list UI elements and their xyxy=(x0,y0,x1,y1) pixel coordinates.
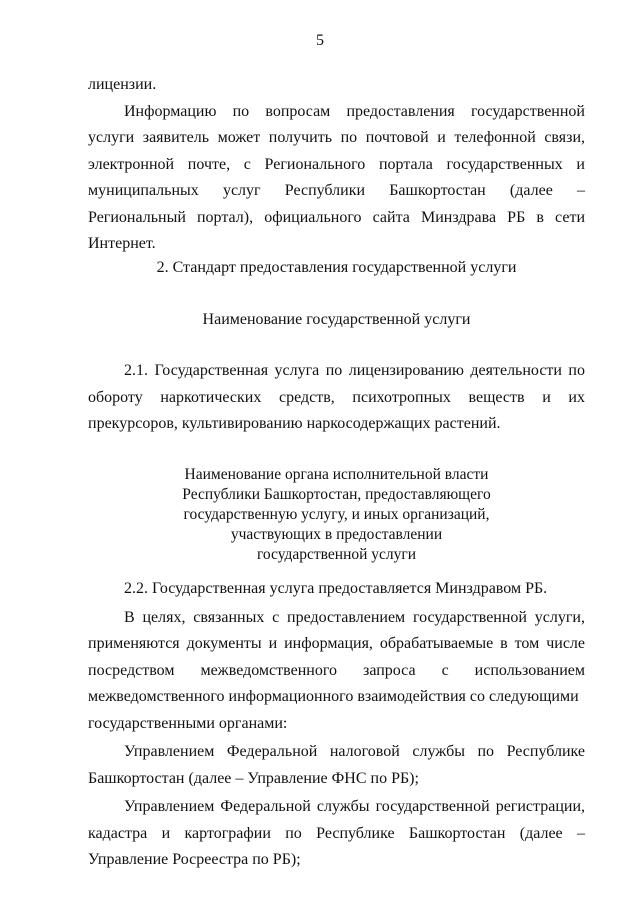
document-body xyxy=(88,72,585,258)
paragraph-rosreestr: Управлением Федеральной службы государственной регистрации, кадастра и картографии по Республике Башкортостан (далее – Управление Росреестра по РБ); xyxy=(88,798,585,868)
paragraph-interagency-end: государственными органами: xyxy=(88,714,288,732)
heading-line: Наименование органа исполнительной власти xyxy=(184,466,489,483)
paragraph-2-1: 2.1. Государственная услуга по лицензированию деятельности по обороту наркотических средств, психотропных веществ и их прекурсоров, культивированию наркосодержащих растений. xyxy=(88,362,585,432)
section-heading-block xyxy=(88,255,585,282)
section-heading: 2. Стандарт предоставления государственной услуги xyxy=(156,259,517,276)
service-description-block xyxy=(88,358,585,438)
heading-line: государственной услуги xyxy=(256,546,417,563)
page-number: 5 xyxy=(316,32,324,49)
provider-block xyxy=(88,576,585,874)
heading-line: участвующих в предоставлении xyxy=(230,526,443,543)
subheading-block xyxy=(88,307,585,334)
subheading-authority xyxy=(88,465,585,565)
paragraph-continuation: лицензии. xyxy=(88,76,157,93)
subheading-service-name: Наименование государственной услуги xyxy=(202,311,471,328)
paragraph-interagency: В целях, связанных с предоставлением государственной услуги, применяются документы и информация, обрабатываемые в том числе посредством межведомственного запроса с использованием межведомственного информационного взаимодействия со следующими xyxy=(88,608,585,705)
heading-line: государственную услугу, и иных организаций, xyxy=(183,506,490,523)
authority-heading-block xyxy=(88,465,585,565)
paragraph-info-sources: Информацию по вопросам предоставления государственной услуги заявитель может получить по почтовой и телефонной связи, электронной почте, с Регионального портала государственных и муниципальных услуг Республики Башкортостан (далее – Региональный портал), официального сайта Минздрава РБ в сети Интернет. xyxy=(88,102,585,252)
heading-line: Республики Башкортостан, предоставляющего xyxy=(182,486,491,503)
paragraph-2-2: 2.2. Государственная услуга предоставляется Минздравом РБ. xyxy=(124,580,548,597)
paragraph-fns: Управлением Федеральной налоговой службы по Республике Башкортостан (далее – Управление ФНС по РБ); xyxy=(88,743,585,787)
